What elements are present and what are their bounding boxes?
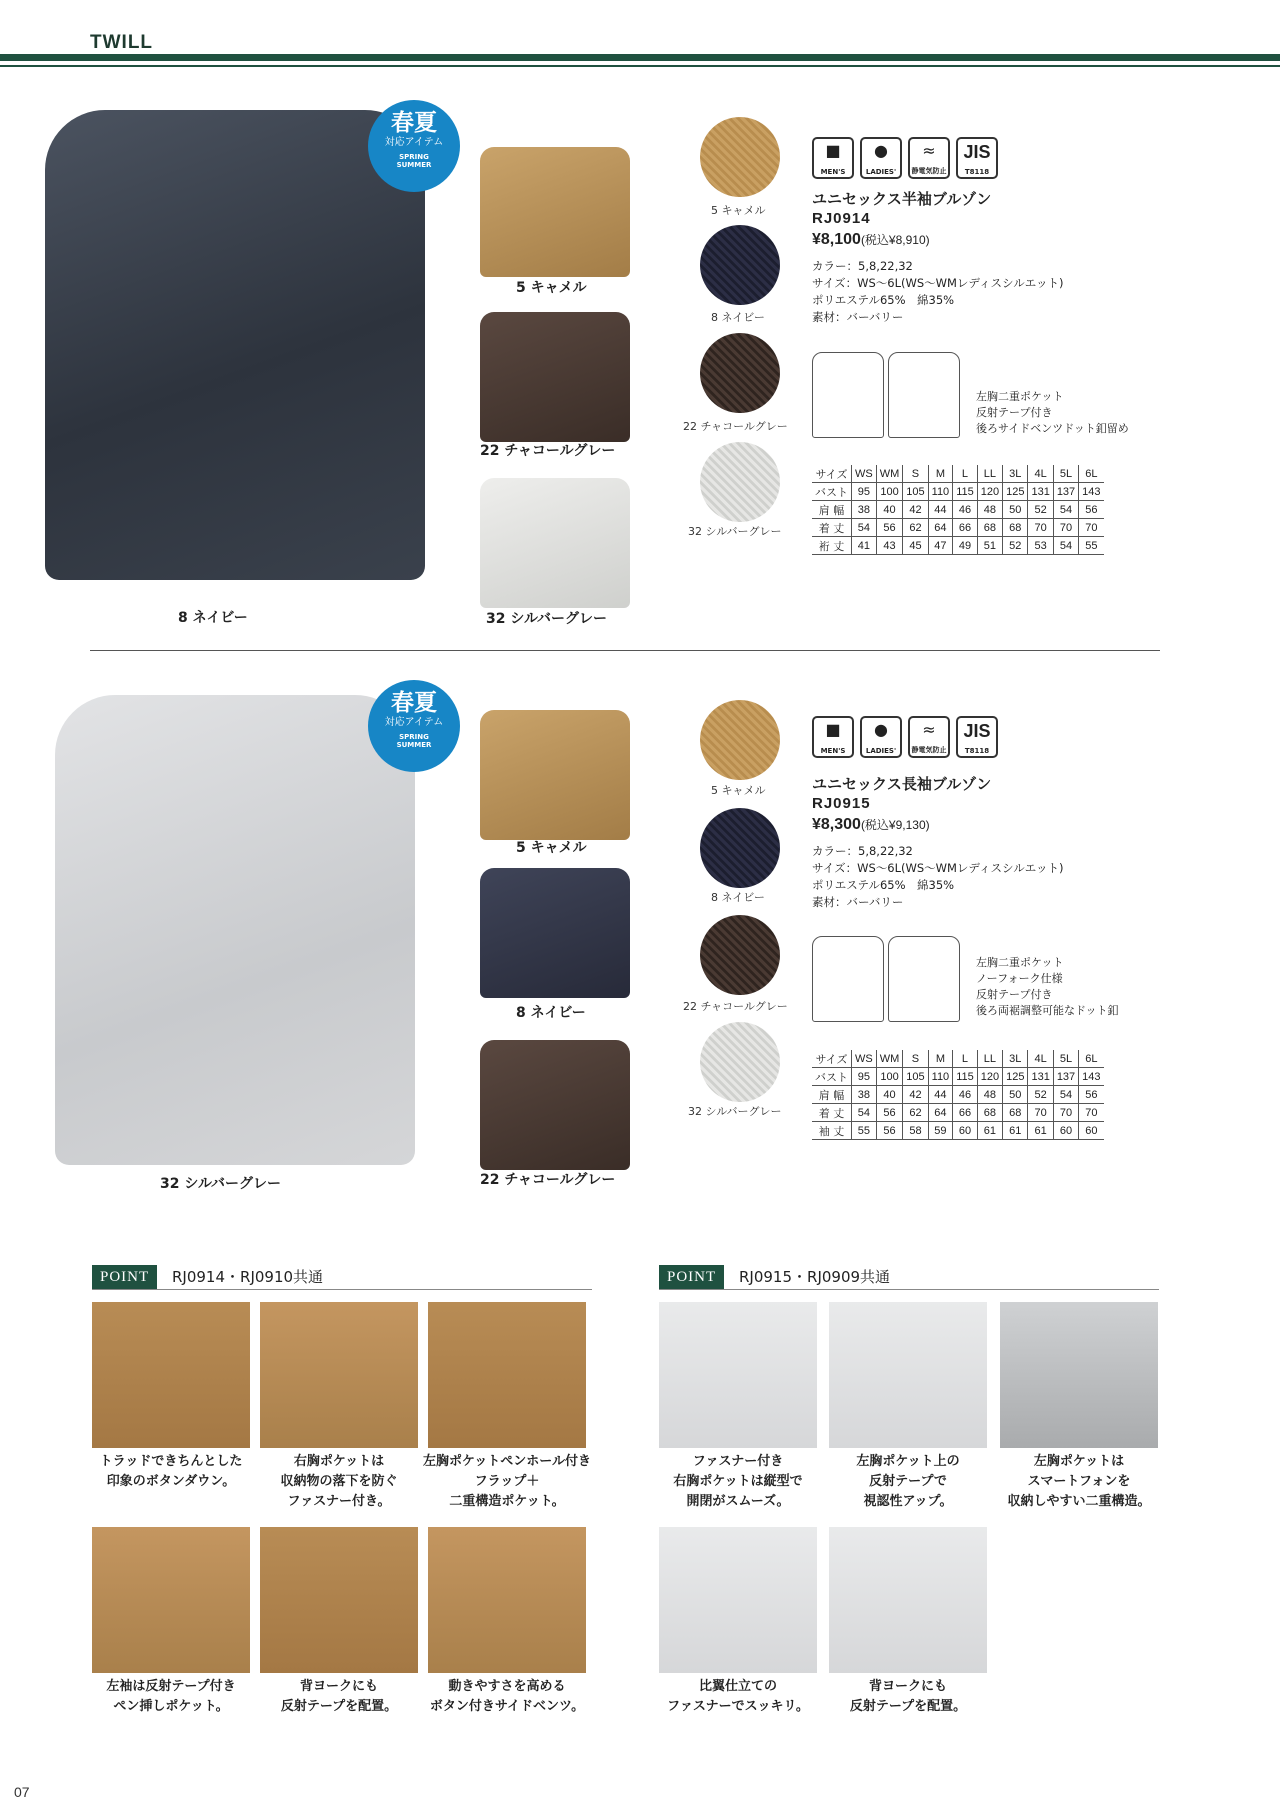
point-right-photo <box>659 1302 817 1448</box>
product1-thumb-camel <box>480 147 630 277</box>
point-left-photo <box>428 1302 586 1448</box>
jis-icon: JIS T8118 <box>956 137 998 179</box>
product2-main-photo <box>55 695 415 1165</box>
swatch-navy <box>700 808 780 888</box>
point-right-caption: 左胸ポケット上の 反射テープで 視認性アップ。 <box>856 1454 960 1509</box>
header-rule <box>0 65 1280 67</box>
point-left-photo <box>92 1527 250 1673</box>
product1-size-table: サイズ WS WM S M L LL 3L 4L 5L 6L バスト 95 100 105 110 115 120 125 131 137 143 肩 幅 38 40 42 44 46 48 50 52 54 56 着 丈 54 56 62 64 66 68 68 70 70 70 裄 丈 41 43 45 47 49 51 52 53 54 55 <box>812 465 1104 555</box>
swatch-silver <box>700 442 780 522</box>
ladies-icon: ● LADIES' <box>860 716 902 758</box>
product1-thumb-silver <box>480 478 630 608</box>
point-right-photo <box>829 1302 987 1448</box>
swatch-label: 22 チャコールグレー <box>683 1000 788 1013</box>
point-left-caption: 左胸ポケットペンホール付き フラップ＋ 二重構造ポケット。 <box>422 1454 592 1509</box>
product2-sketch-back <box>888 936 960 1022</box>
swatch-label: 8 ネイビー <box>711 891 765 904</box>
product1-main-photo <box>45 110 425 580</box>
product1-main-caption: 8 ネイビー <box>178 610 248 626</box>
swatch-label: 5 キャメル <box>711 784 766 797</box>
point-left-caption: 動きやすさを高める ボタン付きサイドベンツ。 <box>429 1679 585 1714</box>
mens-icon: ■ MEN'S <box>812 137 854 179</box>
swatch-silver <box>700 1022 780 1102</box>
badge-en2: SUMMER <box>396 161 432 169</box>
mens-icon: ■ MEN'S <box>812 716 854 758</box>
product2-size-table: サイズ WS WM S M L LL 3L 4L 5L 6L バスト 95 100 105 110 115 120 125 131 137 143 肩 幅 38 40 42 44 46 48 50 52 54 56 着 丈 54 56 62 64 66 68 68 70 70 70 袖 丈 55 56 58 59 60 61 61 61 60 60 <box>812 1050 1104 1140</box>
antistatic-icon: ≈ 静電気防止 <box>908 137 950 179</box>
point-right-photo <box>1000 1302 1158 1448</box>
ladies-icon: ● LADIES' <box>860 137 902 179</box>
badge-subtitle: 対応アイテム <box>384 717 444 728</box>
section-title: TWILL <box>90 32 154 53</box>
point-right-rule <box>659 1289 1159 1290</box>
product2-price: ¥8,300(税込¥9,130) <box>812 816 930 833</box>
antistatic-icon: ≈ 静電気防止 <box>908 716 950 758</box>
point-right-title: RJ0915・RJ0909共通 <box>739 1268 891 1286</box>
product2-thumb-charcoal <box>480 1040 630 1170</box>
product2-thumb-caption: 22 チャコールグレー <box>480 1172 616 1188</box>
badge-en1: SPRING <box>399 733 429 741</box>
point-right-caption: 背ヨークにも 反射テープを配置。 <box>849 1679 967 1714</box>
product2-code: RJ0915 <box>812 795 871 812</box>
product1-features: 左胸二重ポケット 反射テープ付き 後ろサイドベンツドット釦留め <box>976 390 1129 435</box>
point-tag: POINT <box>659 1265 724 1289</box>
badge-season: 春夏 <box>391 110 437 136</box>
swatch-navy <box>700 225 780 305</box>
point-right-caption: 比翼仕立ての ファスナーでスッキリ。 <box>667 1679 809 1714</box>
point-left-caption: 左袖は反射テープ付き ペン挿しポケット。 <box>106 1679 236 1714</box>
product1-sketch-front <box>812 352 884 438</box>
product2-thumb-navy <box>480 868 630 998</box>
product2-thumb-caption: 5 キャメル <box>516 840 587 856</box>
swatch-label: 8 ネイビー <box>711 311 765 324</box>
badge-en1: SPRING <box>399 153 429 161</box>
product1-sketch-back <box>888 352 960 438</box>
product2-name: ユニセックス長袖ブルゾン <box>812 775 992 793</box>
swatch-label: 5 キャメル <box>711 204 766 217</box>
point-left-photo <box>428 1527 586 1673</box>
page-number: 07 <box>14 1784 30 1800</box>
swatch-camel <box>700 700 780 780</box>
swatch-label: 32 シルバーグレー <box>688 525 782 538</box>
product2-thumb-caption: 8 ネイビー <box>516 1005 586 1021</box>
point-left-caption: 背ヨークにも 反射テープを配置。 <box>280 1679 398 1714</box>
point-left-rule <box>92 1289 592 1290</box>
product1-name: ユニセックス半袖ブルゾン <box>812 190 992 208</box>
product2-specs: カラー：5,8,22,32 サイズ：WS〜6L(WS〜WMレディスシルエット) ポリエステル65% 綿35% 素材：バーバリー <box>812 844 1064 909</box>
swatch-charcoal <box>700 333 780 413</box>
swatch-charcoal <box>700 915 780 995</box>
jis-icon: JIS T8118 <box>956 716 998 758</box>
product2-features: 左胸二重ポケット ノーフォーク仕様 反射テープ付き 後ろ両裾調整可能なドット釦 <box>976 956 1119 1017</box>
product2-thumb-camel <box>480 710 630 840</box>
badge-season: 春夏 <box>391 690 437 716</box>
point-right-caption: 左胸ポケットは スマートフォンを 収納しやすい二重構造。 <box>1007 1454 1151 1509</box>
season-badge <box>368 100 460 192</box>
product1-thumb-caption: 22 チャコールグレー <box>480 443 616 459</box>
point-right-caption: ファスナー付き 右胸ポケットは縦型で 開閉がスムーズ。 <box>673 1454 803 1509</box>
badge-en2: SUMMER <box>396 741 432 749</box>
product1-specs: カラー：5,8,22,32 サイズ：WS〜6L(WS〜WMレディスシルエット) ポリエステル65% 綿35% 素材：バーバリー <box>812 259 1064 324</box>
season-badge <box>368 680 460 772</box>
product1-price: ¥8,100(税込¥8,910) <box>812 231 930 248</box>
point-right-photo <box>829 1527 987 1673</box>
header-bar <box>0 54 1280 61</box>
swatch-label: 32 シルバーグレー <box>688 1105 782 1118</box>
product2-main-caption: 32 シルバーグレー <box>160 1176 282 1192</box>
product1-thumb-caption: 32 シルバーグレー <box>486 611 608 627</box>
swatch-label: 22 チャコールグレー <box>683 420 788 433</box>
product1-thumb-caption: 5 キャメル <box>516 280 587 296</box>
section-divider <box>90 650 1160 651</box>
point-tag: POINT <box>92 1265 157 1289</box>
point-left-title: RJ0914・RJ0910共通 <box>172 1268 324 1286</box>
point-left-caption: トラッドできちんとした 印象のボタンダウン。 <box>99 1454 243 1489</box>
point-left-photo <box>260 1302 418 1448</box>
point-left-caption: 右胸ポケットは 収納物の落下を防ぐ ファスナー付き。 <box>280 1454 398 1509</box>
point-left-photo <box>92 1302 250 1448</box>
swatch-camel <box>700 117 780 197</box>
product1-thumb-charcoal <box>480 312 630 442</box>
point-right-photo <box>659 1527 817 1673</box>
badge-subtitle: 対応アイテム <box>384 137 444 148</box>
product1-code: RJ0914 <box>812 210 871 227</box>
point-left-photo <box>260 1527 418 1673</box>
product2-sketch-front <box>812 936 884 1022</box>
